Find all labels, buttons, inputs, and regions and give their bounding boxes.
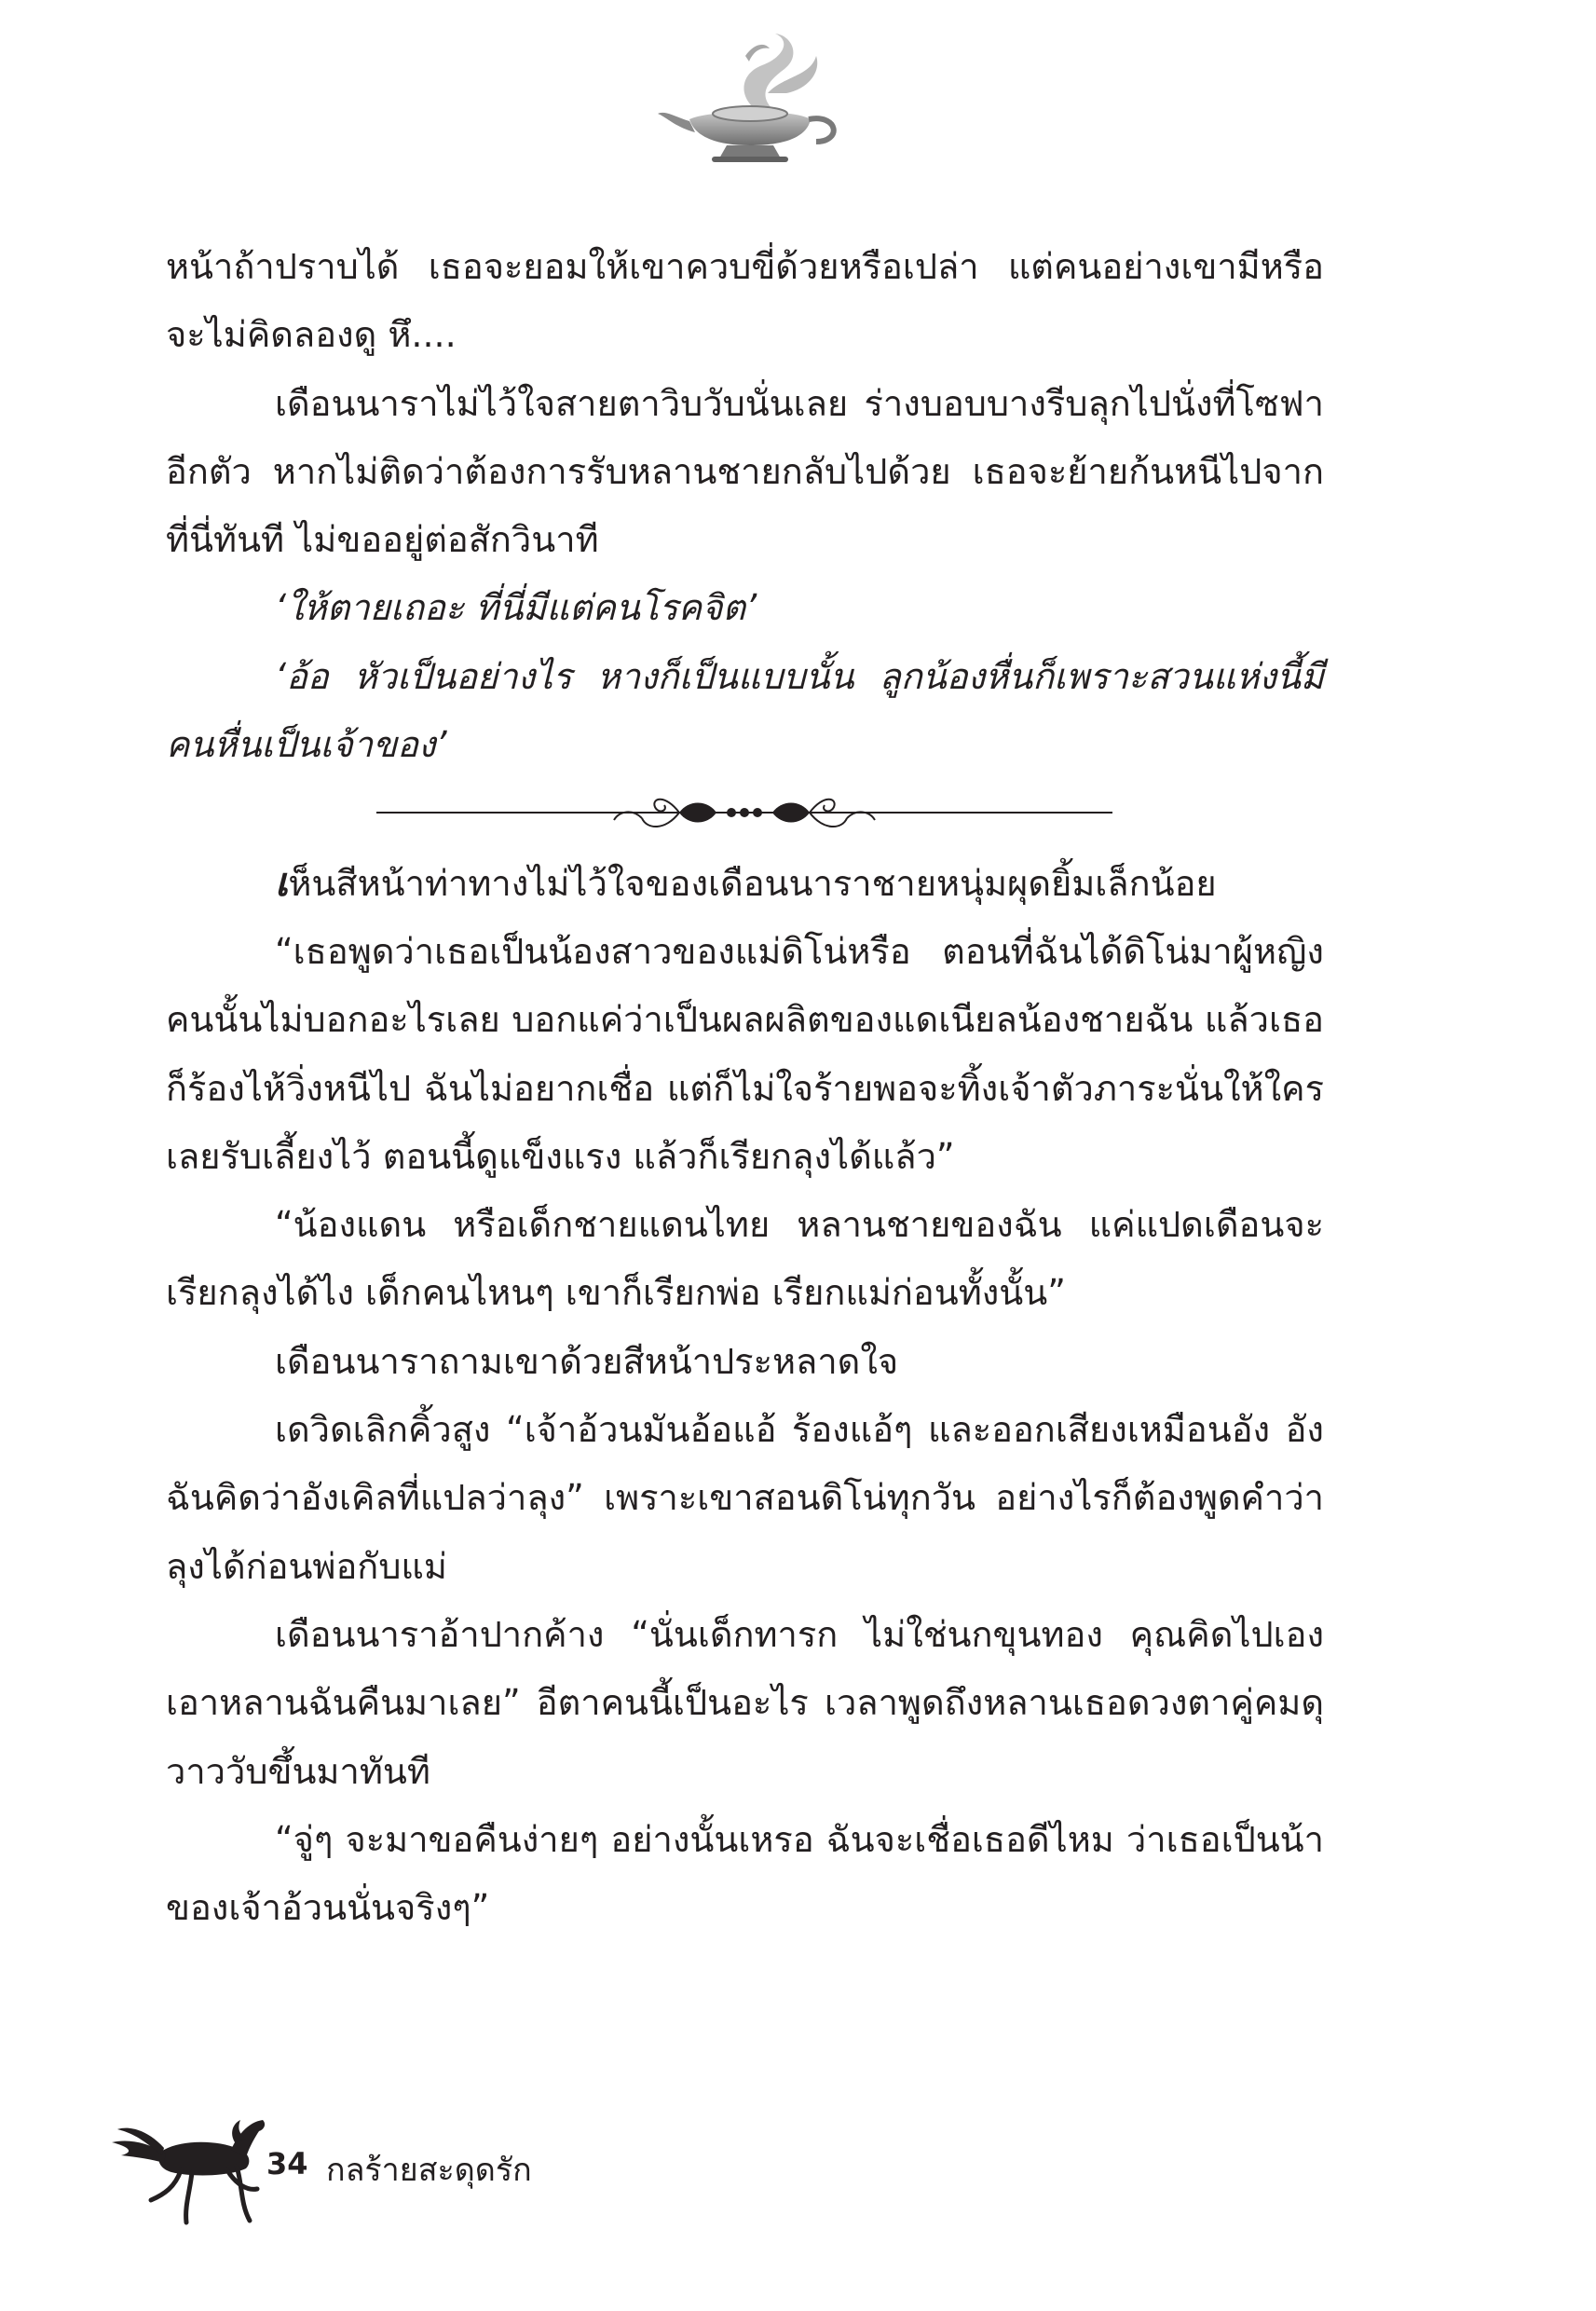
book-title: กลร้ายสะดุดรัก: [326, 2152, 532, 2189]
paragraph: เดือนนาราอ้าปากค้าง “นั่นเด็กทารก ไม่ใช่นกขุนทอง คุณคิดไปเอง เอาหลานฉันคืนมาเลย” อีตาคนนี้เป็นอะไร เวลาพูดถึงหลานเธอดวงตาคู่คมดุวาววับขึ้นมาทันที: [166, 1613, 1324, 1792]
paragraph: เดวิดเลิกคิ้วสูง “เจ้าอ้วนมันอ้อแอ้ ร้องแอ้ๆ และออกเสียงเหมือนอัง อัง ฉันคิดว่าอังเคิลที่แปลว่าลุง” เพราะเขาสอนดิโน่ทุกวัน อย่างไรก็ต้องพูดคำว่าลุงได้ก่อนพ่อกับแม่: [166, 1409, 1324, 1587]
page-number: 34: [266, 2146, 308, 2181]
scene-break: [166, 779, 1324, 847]
paragraph-with-dropcap: [166, 848, 1324, 918]
paragraph: เดือนนาราไม่ไว้ใจสายตาวิบวับนั่นเลย ร่างบอบบางรีบลุกไปนั่งที่โซฟาอีกตัว หากไม่ติดว่าต้องการรับหลานชายกลับไปด้วย เธอจะย้ายก้นหนีไปจากที่นี่ทันที ไม่ขออยู่ต่อสักวินาที: [166, 382, 1324, 561]
paragraph-text: ห็นสีหน้าท่าทางไม่ไว้ใจของเดือนนาราชายหนุ่มผุดยิ้มเล็กน้อย: [288, 862, 1217, 904]
drop-cap: เ: [275, 858, 289, 905]
genie-lamp-icon: [652, 28, 848, 168]
paragraph: หน้าถ้าปราบได้ เธอจะยอมให้เขาควบขี่ด้วยหรือเปล่า แต่คนอย่างเขามีหรือจะไม่คิดลองดู หึ....: [166, 246, 1324, 356]
paragraph: เดือนนาราถามเขาด้วยสีหน้าประหลาดใจ: [275, 1340, 899, 1382]
paragraph: “เธอพูดว่าเธอเป็นน้องสาวของแม่ดิโน่หรือ ตอนที่ฉันได้ดิโน่มาผู้หญิงคนนั้นไม่บอกอะไรเลย บอกแค่ว่าเป็นผลผลิตของแดเนียลน้องชายฉัน แล้วเธอก็ร้องไห้วิ่งหนีไป ฉันไม่อยากเชื่อ แต่ก็ไม่ใจร้ายพอจะทิ้งเจ้าตัวภาระนั่นให้ใคร เลยรับเลี้ยงไว้ ตอนนี้ดูแข็งแรง แล้วก็เรียกลุงได้แล้ว”: [166, 930, 1324, 1177]
italic-thought: ‘อ้อ หัวเป็นอย่างไร หางก็เป็นแบบนั้น ลูกน้องหื่นก็เพราะสวนแห่งนี้มีคนหื่นเป็นเจ้าของ’: [166, 655, 1324, 766]
page-footer: [110, 2101, 762, 2232]
ornamental-divider-icon: [376, 785, 1112, 841]
paragraph: “น้องแดน หรือเด็กชายแดนไทย หลานชายของฉัน แค่แปดเดือนจะเรียกลุงได้ไง เด็กคนไหนๆ เขาก็เรียกพ่อ เรียกแม่ก่อนทั้งนั้น”: [166, 1204, 1324, 1314]
italic-thought: ‘ให้ตายเถอะ ที่นี่มีแต่คนโรคจิต’: [275, 587, 757, 629]
page-body-text: [166, 233, 1324, 1942]
paragraph: “จู่ๆ จะมาขอคืนง่ายๆ อย่างนั้นเหรอ ฉันจะเชื่อเธอดีไหม ว่าเธอเป็นน้าของเจ้าอ้วนนั่นจริงๆ”: [166, 1818, 1324, 1929]
running-horse-icon: [110, 2101, 268, 2232]
